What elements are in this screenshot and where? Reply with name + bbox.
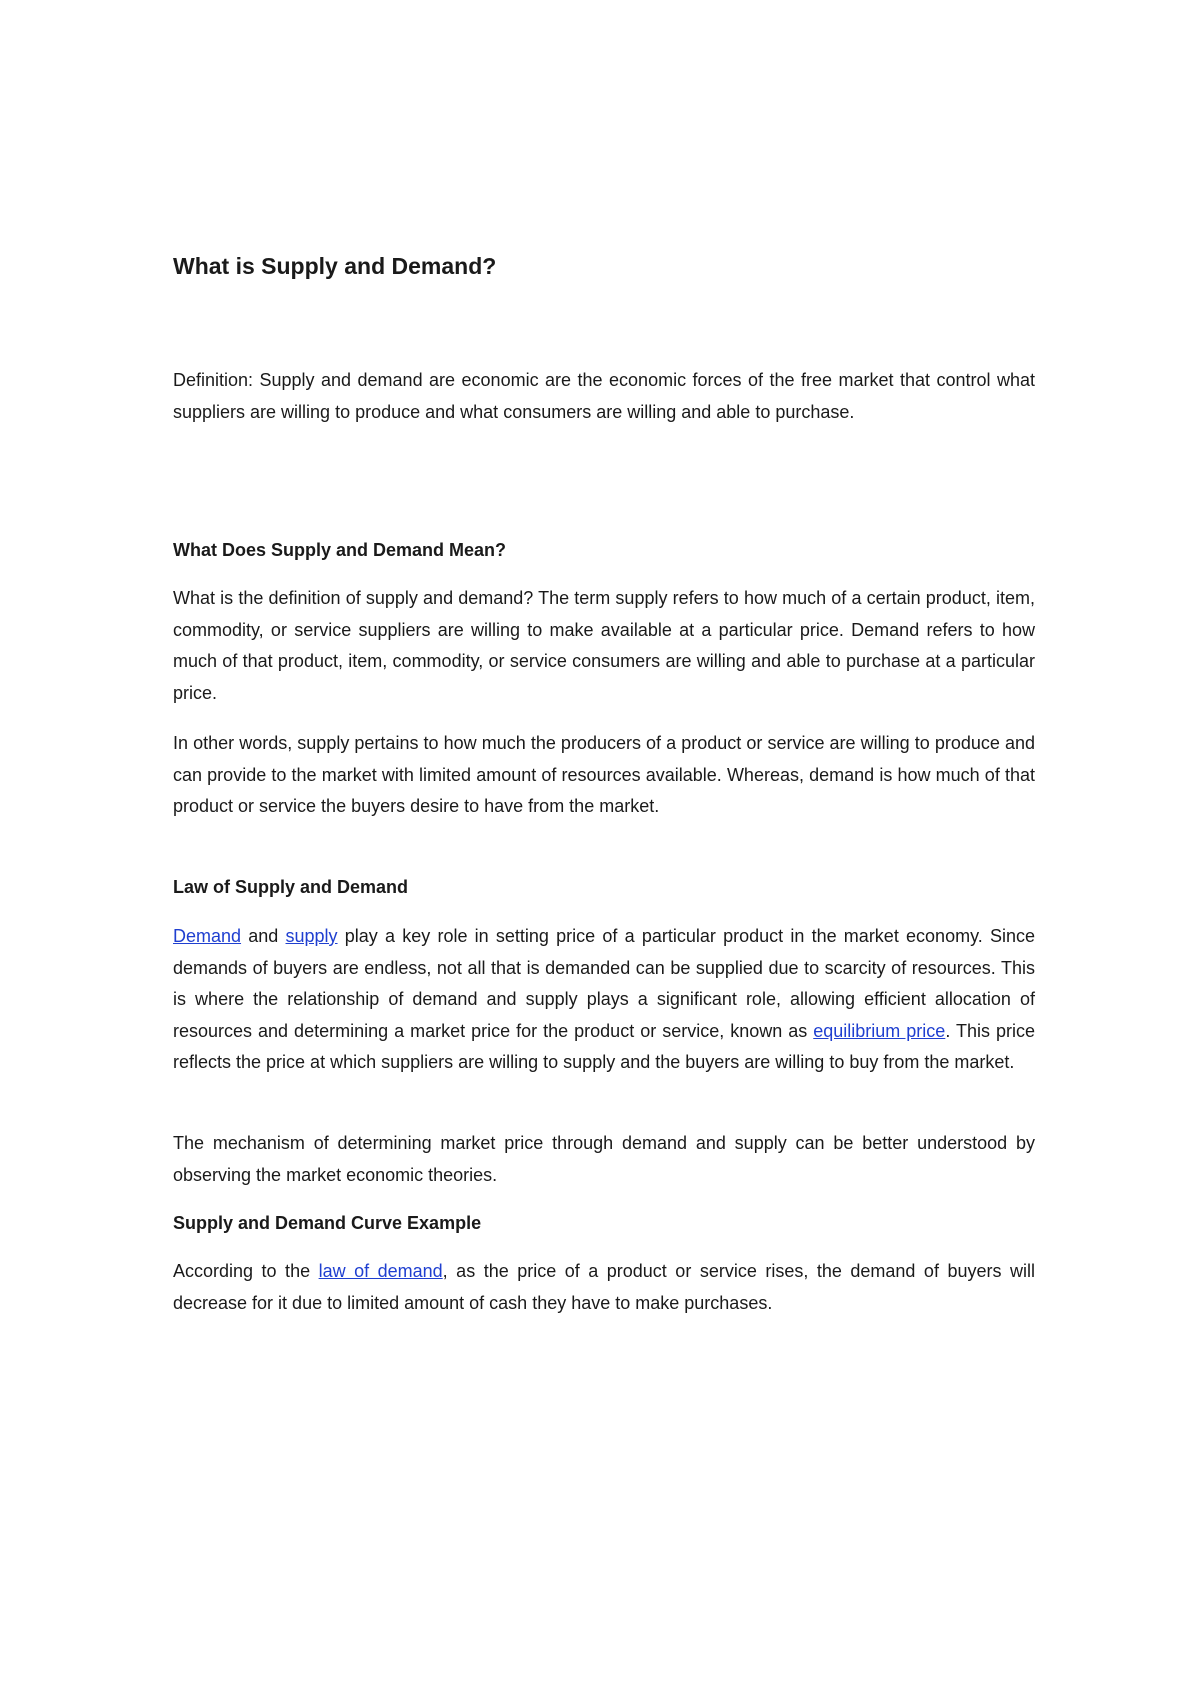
curve-paragraph — [173, 1256, 1035, 1319]
law-paragraph-2: The mechanism of determining market price through demand and supply can be better understood by observing the market economic theories. — [173, 1133, 1035, 1185]
law-text-a: play a key role in setting price of a particular product in the market economy. Since demands of buyers are endless, not all that is demanded can be supplied due to scarcity of resources. This is where the relationship of demand and supply plays a significant role, allowing efficient allocation of resources and determining a market price for the product or service, known as — [173, 926, 1035, 1041]
demand-link[interactable]: Demand — [173, 926, 242, 946]
law-text-and: and — [241, 926, 286, 946]
definition-paragraph: Definition: Supply and demand are economic are the economic forces of the free market that control what suppliers are willing to produce and what consumers are willing and able to purchase. — [173, 370, 1035, 422]
supply-link[interactable]: supply — [285, 926, 338, 946]
meaning-paragraph-1: What is the definition of supply and demand? The term supply refers to how much of a certain product, item, commodity, or service suppliers are willing to make available at a particular price. Demand refers to how much of that product, item, commodity, or service consumers are willing and able to purchase at a particular price. — [173, 588, 1035, 703]
curve-text-b: , as the price of a product or service rises, the demand of buyers will decrease for it due to limited amount of cash they have to make purchases. — [173, 1261, 1035, 1313]
section-heading-curve: Supply and Demand Curve Example — [173, 1213, 482, 1233]
meaning-paragraph-2: In other words, supply pertains to how much the producers of a product or service are willing to produce and can provide to the market with limited amount of resources available. Whereas, demand is how much of that product or service the buyers desire to have from the market. — [173, 733, 1035, 816]
law-of-demand-link[interactable]: law of demand — [318, 1261, 443, 1281]
law-paragraph-1 — [173, 921, 1035, 1079]
law-text-b: . This price reflects the price at which suppliers are willing to supply and the buyers are willing to buy from the market. — [173, 1020, 1036, 1072]
equilibrium-price-link[interactable]: equilibrium price — [813, 1020, 946, 1041]
section-heading-law: Law of Supply and Demand — [173, 877, 409, 897]
section-heading-meaning: What Does Supply and Demand Mean? — [173, 540, 507, 560]
page-title: What is Supply and Demand? — [173, 253, 497, 279]
curve-text-a: According to the — [173, 1261, 319, 1281]
